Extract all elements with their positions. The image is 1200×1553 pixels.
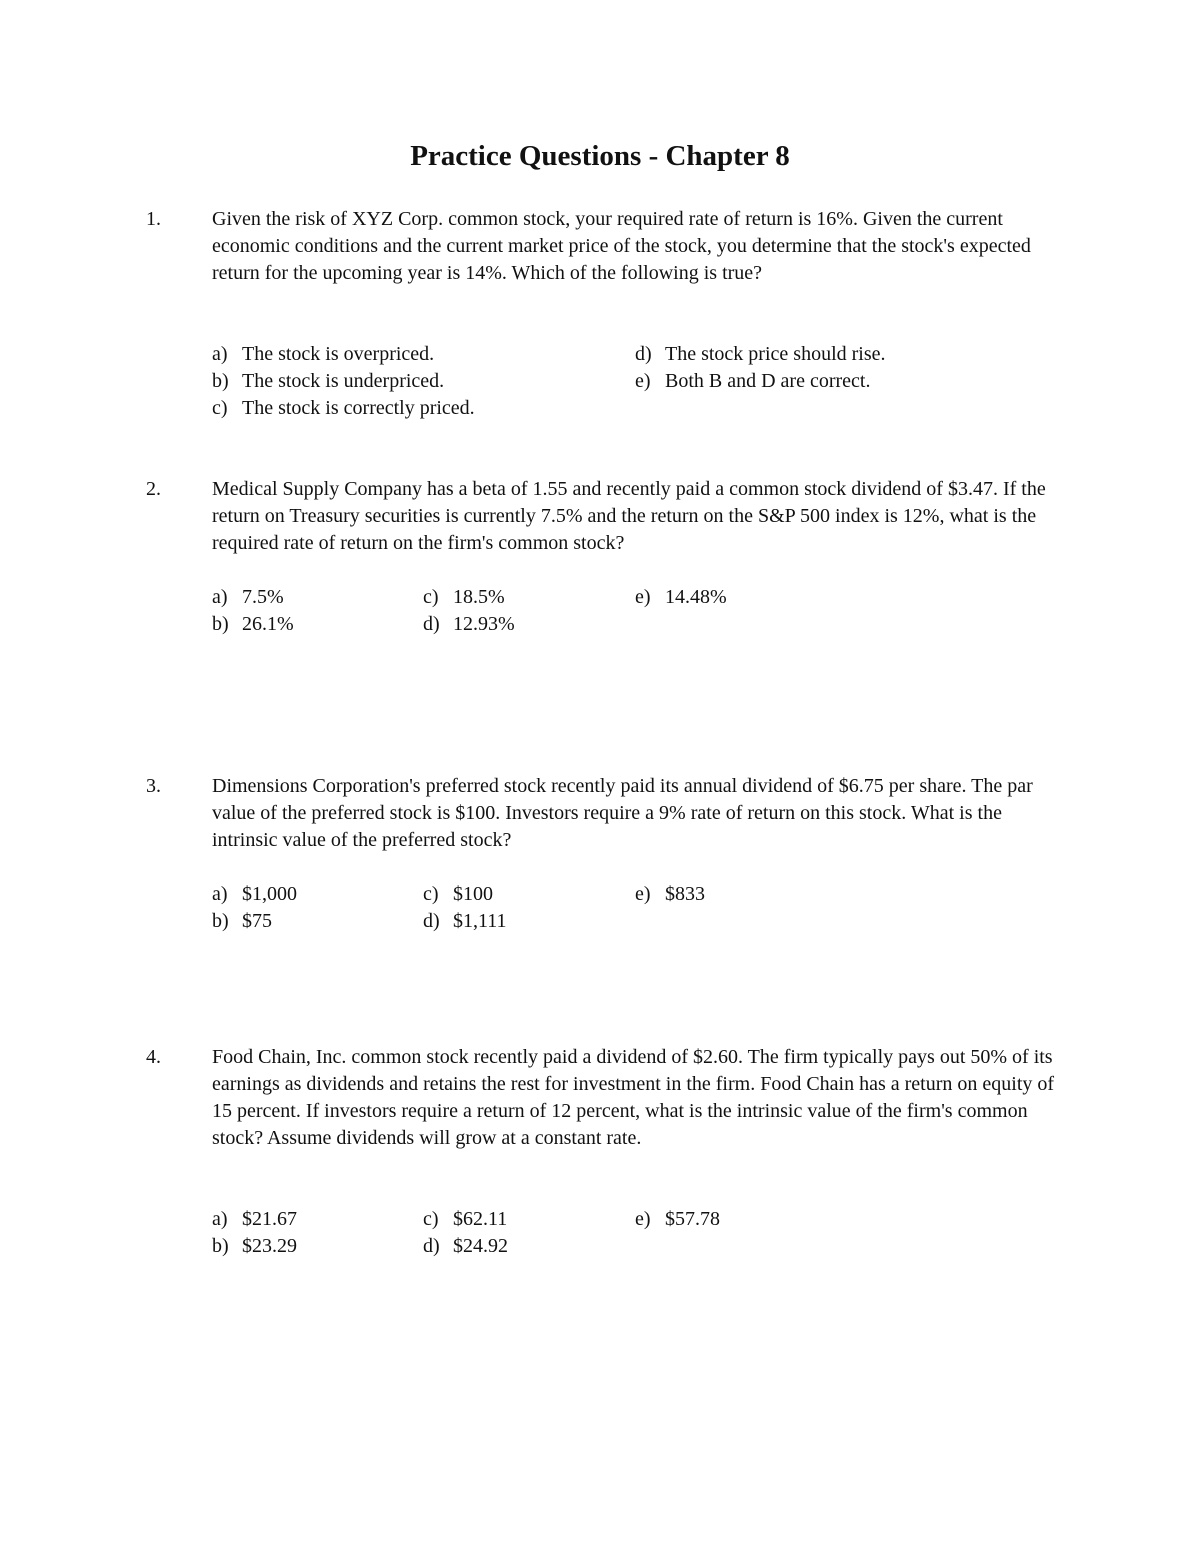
question-text: Medical Supply Company has a beta of 1.55 and recently paid a common stock dividend of $3.47. If the return on Treasury securities is currently 7.5% and the return on the S&P 500 index is 12%, what is the required rate of return on the firm's common stock?	[212, 478, 1046, 554]
question-3	[146, 773, 1066, 943]
answer-option-c	[423, 881, 493, 908]
option-text: $57.78	[665, 1208, 720, 1230]
answer-option-c	[212, 395, 475, 422]
option-text: The stock is overpriced.	[242, 343, 435, 365]
answer-option-d	[635, 341, 886, 368]
option-text: The stock is underpriced.	[242, 370, 445, 392]
question-number: 2.	[146, 478, 161, 500]
option-text: $62.11	[453, 1208, 508, 1230]
option-text: $21.67	[242, 1208, 297, 1230]
question-1	[146, 206, 1066, 436]
question-number: 3.	[146, 775, 161, 797]
option-letter: a)	[212, 343, 228, 365]
page-title: Practice Questions - Chapter 8	[410, 140, 790, 172]
answer-option-e	[635, 584, 727, 611]
answer-option-e	[635, 368, 870, 395]
option-letter: d)	[423, 613, 440, 635]
question-2	[146, 476, 1066, 646]
option-text: The stock is correctly priced.	[242, 397, 475, 419]
option-text: 12.93%	[453, 613, 515, 635]
option-letter: a)	[212, 586, 228, 608]
answer-option-a	[212, 881, 297, 908]
option-letter: b)	[212, 613, 229, 635]
answer-option-b	[212, 368, 444, 395]
option-text: $23.29	[242, 1235, 297, 1257]
option-text: $75	[242, 910, 272, 932]
option-letter: a)	[212, 1208, 228, 1230]
question-text: Food Chain, Inc. common stock recently paid a dividend of $2.60. The firm typically pays out 50% of its earnings as dividends and retains the rest for investment in the firm. Food Chain has a return on equity of 15 percent. If investors require a return of 12 percent, what is the intrinsic value of the firm's common stock? Assume dividends will grow at a constant rate.	[212, 1046, 1055, 1149]
question-number: 1.	[146, 208, 161, 230]
option-text: 26.1%	[242, 613, 294, 635]
option-letter: e)	[635, 883, 651, 905]
option-letter: a)	[212, 883, 228, 905]
answer-option-c	[423, 584, 505, 611]
option-text: $833	[665, 883, 705, 905]
answer-option-d	[423, 908, 507, 935]
option-letter: c)	[423, 586, 439, 608]
option-letter: b)	[212, 370, 229, 392]
answer-option-b	[212, 908, 272, 935]
answer-option-e	[635, 881, 705, 908]
option-letter: b)	[212, 910, 229, 932]
option-letter: d)	[635, 343, 652, 365]
question-4	[146, 1044, 1066, 1269]
option-text: 14.48%	[665, 586, 727, 608]
option-text: $24.92	[453, 1235, 508, 1257]
answer-option-d	[423, 611, 515, 638]
option-letter: d)	[423, 1235, 440, 1257]
answer-option-d	[423, 1233, 508, 1260]
option-text: 7.5%	[242, 586, 284, 608]
option-text: $1,000	[242, 883, 297, 905]
option-text: $1,111	[453, 910, 507, 932]
option-text: Both B and D are correct.	[665, 370, 871, 392]
answer-option-a	[212, 341, 434, 368]
answer-option-c	[423, 1206, 507, 1233]
option-letter: c)	[423, 1208, 439, 1230]
answer-option-a	[212, 584, 284, 611]
option-letter: d)	[423, 910, 440, 932]
answer-option-e	[635, 1206, 720, 1233]
option-text: 18.5%	[453, 586, 505, 608]
answer-option-b	[212, 611, 294, 638]
question-text: Dimensions Corporation's preferred stock recently paid its annual dividend of $6.75 per share. The par value of the preferred stock is $100. Investors require a 9% rate of return on this stock. What is the intrinsic value of the preferred stock?	[212, 775, 1033, 851]
answer-option-b	[212, 1233, 297, 1260]
option-letter: e)	[635, 1208, 651, 1230]
option-letter: b)	[212, 1235, 229, 1257]
option-letter: e)	[635, 370, 651, 392]
answer-option-a	[212, 1206, 297, 1233]
option-text: $100	[453, 883, 493, 905]
question-text: Given the risk of XYZ Corp. common stock, your required rate of return is 16%. Given the current economic conditions and the current market price of the stock, you determine that the stock's expected return for the upcoming year is 14%. Which of the following is true?	[212, 208, 1031, 284]
option-letter: c)	[212, 397, 228, 419]
option-letter: c)	[423, 883, 439, 905]
option-text: The stock price should rise.	[665, 343, 886, 365]
option-letter: e)	[635, 586, 651, 608]
question-number: 4.	[146, 1046, 161, 1068]
